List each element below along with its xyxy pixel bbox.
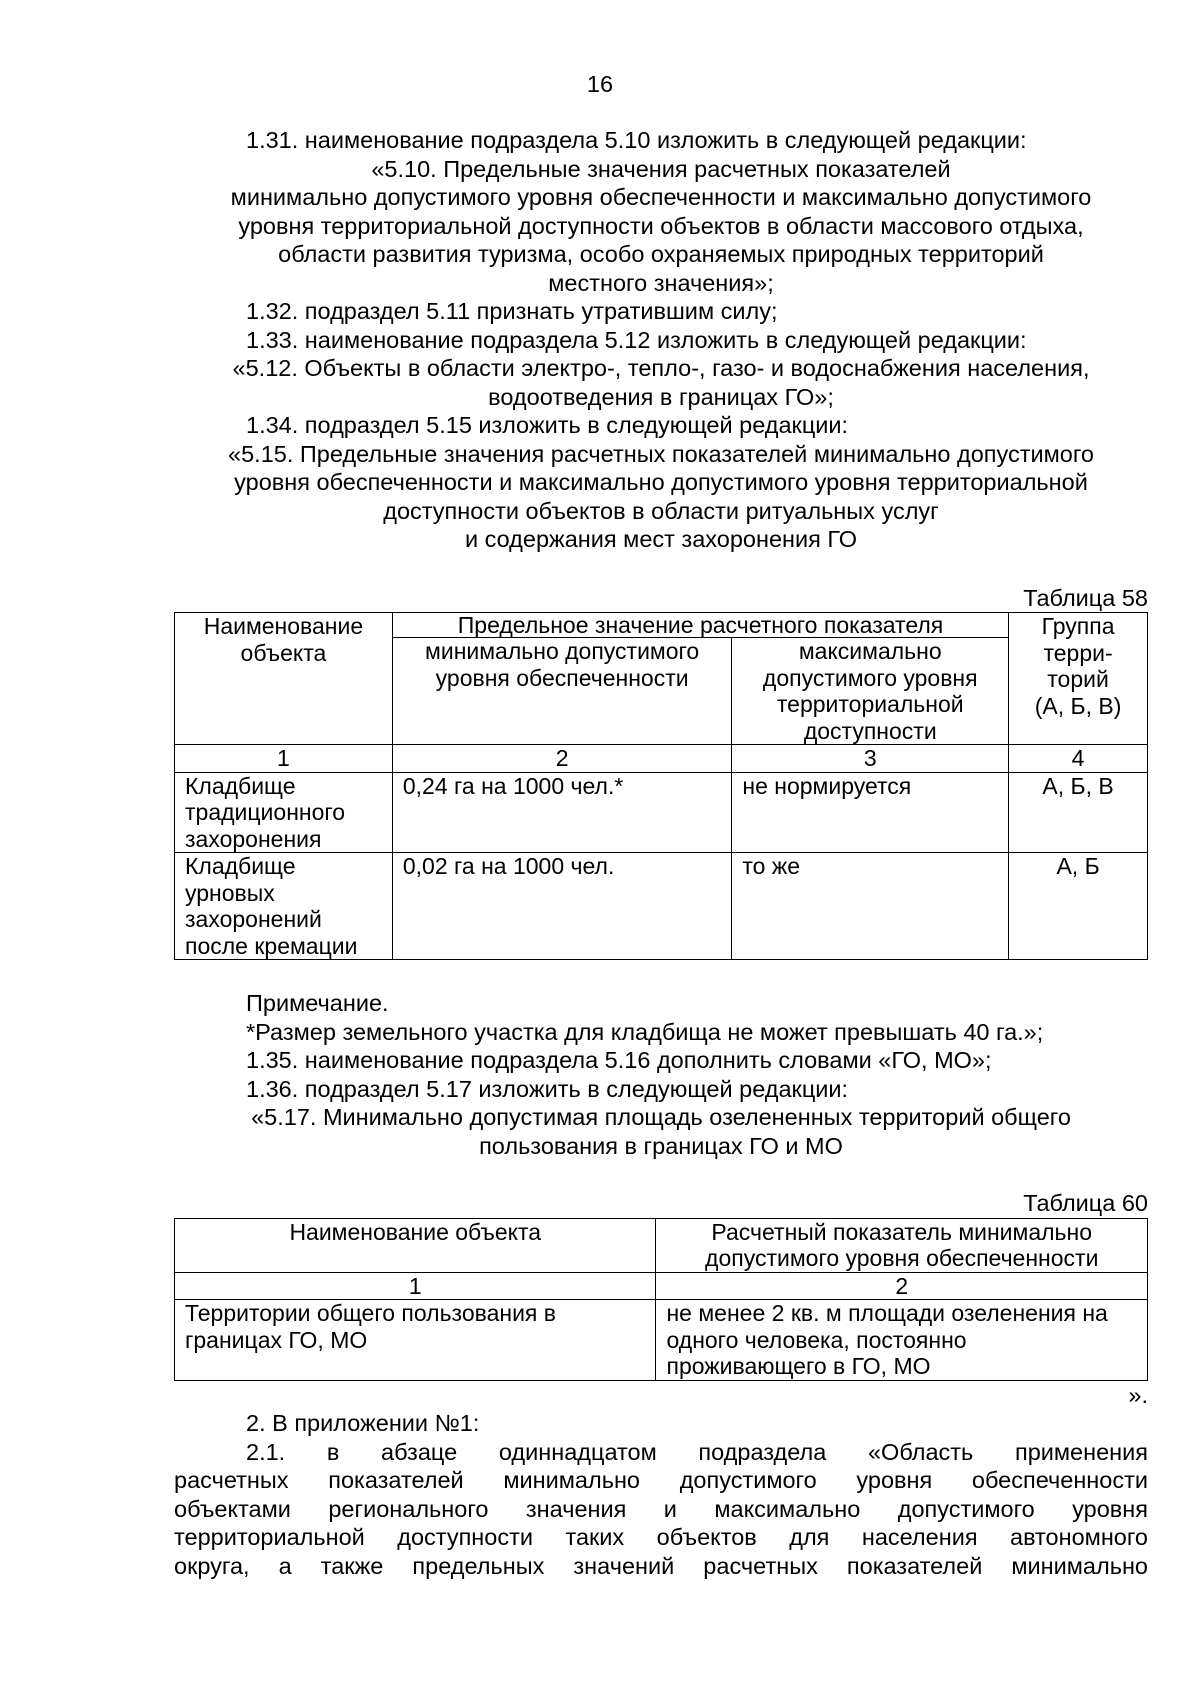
table-58-caption: Таблица 58 [1023, 584, 1148, 611]
heading-line: уровня территориальной доступности объектов в области массового отдыха, [238, 212, 1084, 239]
note-block [174, 989, 1148, 1046]
header-line: (А, Б, В) [1034, 692, 1122, 719]
document-body [174, 126, 1148, 1580]
note-text: *Размер земельного участка для кладбища не может превышать 40 га.»; [246, 1018, 1044, 1045]
paragraph-line: территориальной доступности таких объектов для населения автономного [174, 1524, 1148, 1550]
cell-line: захоронения [185, 825, 322, 852]
heading-line: «5.17. Минимально допустимая площадь озелененных территорий общего [251, 1104, 1071, 1130]
table-60 [174, 1218, 1148, 1381]
table-58 [174, 612, 1148, 960]
table-row [175, 1300, 1148, 1381]
header-line: торий [1047, 666, 1109, 692]
heading-5-12 [174, 354, 1148, 411]
paragraph-line: округа, а также предельных значений расчетных показателей минимально [174, 1552, 1148, 1579]
heading-line: водоотведения в границах ГО»; [488, 383, 834, 410]
heading-5-15 [174, 440, 1148, 554]
table-cell [175, 853, 393, 960]
paragraph-2: 2. В приложении №1: [246, 1410, 480, 1436]
table-cell: не нормируется [732, 772, 1009, 853]
header-line: Группа [1041, 613, 1115, 639]
paragraph-1-34: 1.34. подраздел 5.15 изложить в следующей редакции: [246, 412, 849, 438]
note-title: Примечание. [246, 990, 389, 1016]
heading-line: «5.12. Объекты в области электро-, тепло-, газо- и водоснабжения населения, [232, 355, 1090, 381]
table-cell: 2 [392, 745, 732, 773]
table-number-row [175, 1272, 1148, 1300]
heading-line: пользования в границах ГО и МО [479, 1132, 843, 1159]
heading-line: уровня обеспеченности и максимально допустимого уровня территориальной [234, 469, 1088, 495]
heading-5-10 [174, 155, 1148, 298]
heading-line: области развития туризма, особо охраняемых природных территорий [278, 241, 1044, 267]
paragraph-line: расчетных показателей минимально допустимого уровня обеспеченности [174, 1467, 1148, 1493]
table-cell: то же [732, 853, 1009, 960]
paragraph-1-35: 1.35. наименование подраздела 5.16 дополнить словами «ГО, МО»; [246, 1047, 992, 1073]
paragraph-line: 2.1. в абзаце одиннадцатом подраздела «Область применения [246, 1438, 1148, 1465]
paragraph-line: объектами регионального значения и максимально допустимого уровня [174, 1495, 1148, 1522]
heading-line: местного значения»; [548, 269, 774, 296]
cell-line: не менее 2 кв. м площади озеленения на [666, 1300, 1108, 1326]
table-header-cell: Наименование объекта [175, 613, 393, 745]
table-header-cell [392, 638, 732, 745]
paragraph-1-32: 1.32. подраздел 5.11 признать утратившим силу; [246, 298, 778, 324]
paragraph-1-33: 1.33. наименование подраздела 5.12 изложить в следующей редакции: [246, 326, 1027, 353]
table-cell [656, 1300, 1148, 1381]
heading-5-17 [174, 1103, 1148, 1160]
table-number-row [175, 745, 1148, 773]
cell-line: Кладбище [185, 772, 296, 799]
table-header-cell [732, 638, 1009, 745]
table-cell: 4 [1009, 745, 1148, 773]
cell-line: одного человека, постоянно [666, 1326, 967, 1353]
cell-line: Территории общего пользования в [185, 1300, 556, 1326]
cell-line: урновых [185, 879, 275, 906]
table-cell: 1 [175, 745, 393, 773]
table-cell: 3 [732, 745, 1009, 773]
cell-line: проживающего в ГО, МО [666, 1353, 931, 1379]
closing-quote: ». [1128, 1381, 1148, 1408]
table-cell: А, Б [1009, 853, 1148, 960]
cell-line: захоронений [185, 906, 322, 932]
table-header-cell: Предельное значение расчетного показателя [392, 613, 1008, 638]
header-line: Расчетный показатель минимально [711, 1218, 1093, 1245]
header-line: территориальной [776, 691, 964, 717]
table-cell: 0,24 га на 1000 чел.* [392, 772, 732, 853]
heading-line: «5.15. Предельные значения расчетных показателей минимально допустимого [228, 440, 1094, 467]
table-cell [175, 772, 393, 853]
table-cell: А, Б, В [1009, 772, 1148, 853]
table-row [175, 772, 1148, 853]
page-number: 16 [586, 71, 614, 97]
cell-line: после кремации [185, 932, 358, 959]
header-line: допустимого уровня обеспеченности [705, 1245, 1099, 1271]
paragraph-1-31: 1.31. наименование подраздела 5.10 изложить в следующей редакции: [246, 127, 1027, 153]
header-line: доступности [803, 717, 937, 744]
header-line: уровня обеспеченности [435, 664, 689, 691]
heading-line: доступности объектов в области ритуальных услуг [383, 497, 939, 524]
table-cell: 0,02 га на 1000 чел. [392, 853, 732, 960]
table-cell [175, 1300, 656, 1381]
header-line: минимально допустимого [425, 638, 700, 664]
header-line: максимально [798, 638, 942, 664]
paragraph-2-1 [174, 1438, 1148, 1581]
paragraph-1-36: 1.36. подраздел 5.17 изложить в следующей редакции: [246, 1075, 849, 1102]
heading-line: и содержания мест захоронения ГО [464, 526, 858, 552]
header-line: допустимого уровня [762, 664, 978, 691]
table-cell: 1 [175, 1272, 656, 1300]
table-cell: 2 [656, 1272, 1148, 1300]
table-60-caption: Таблица 60 [1023, 1190, 1148, 1216]
cell-line: границах ГО, МО [185, 1326, 368, 1353]
table-row [175, 853, 1148, 960]
table-header-cell [656, 1218, 1148, 1272]
cell-line: традиционного [185, 799, 346, 825]
table-header-cell [1009, 613, 1148, 745]
heading-line: минимально допустимого уровня обеспеченности и максимально допустимого [230, 184, 1092, 210]
header-line: терри- [1043, 639, 1113, 666]
table-header-cell: Наименование объекта [175, 1218, 656, 1272]
cell-line: Кладбище [185, 853, 296, 879]
heading-line: «5.10. Предельные значения расчетных показателей [371, 155, 951, 182]
